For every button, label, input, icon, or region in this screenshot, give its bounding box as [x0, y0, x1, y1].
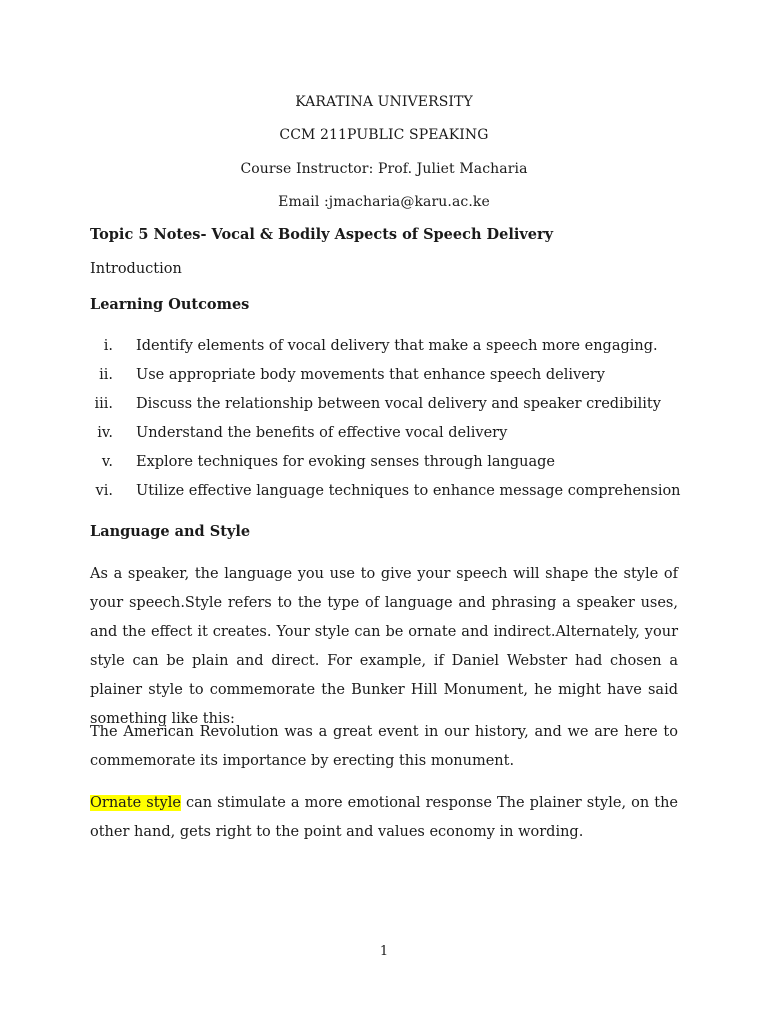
university-name: KARATINA UNIVERSITY — [295, 94, 473, 110]
highlighted-term: Ornate style — [90, 795, 181, 811]
introduction-heading: Introduction — [90, 261, 182, 277]
learning-outcome-item — [0, 423, 768, 443]
outcome-number: ii. — [99, 367, 113, 383]
ornate-style-text: can stimulate a more emotional response The plainer style, on the other hand, gets right to the point and values economy in wording. — [90, 795, 678, 840]
outcome-text: Discuss the relationship between vocal delivery and speaker credibility — [136, 396, 661, 412]
learning-outcome-item — [0, 481, 768, 501]
outcome-number: iii. — [94, 396, 113, 412]
outcome-text: Utilize effective language techniques to enhance message comprehension — [136, 483, 681, 499]
learning-outcome-item — [0, 394, 768, 414]
course-instructor: Course Instructor: Prof. Juliet Macharia — [240, 161, 528, 177]
style-paragraph: As a speaker, the language you use to give your speech will shape the style of your speech.Style refers to the type of language and phrasing a speaker uses, and the effect it creates. Your style can be ornate and indirect.Alternately, your style can be plain and direct. For example, if Daniel Webster had chosen a plainer style to commemorate the Bunker Hill Monument, he might have said something like this: — [90, 566, 678, 727]
learning-outcome-item — [0, 336, 768, 356]
outcome-text: Understand the benefits of effective vocal delivery — [136, 425, 508, 441]
outcome-text: Use appropriate body movements that enhance speech delivery — [136, 367, 605, 383]
language-style-heading: Language and Style — [90, 523, 251, 540]
outcome-text: Identify elements of vocal delivery that make a speech more engaging. — [136, 338, 658, 354]
page-number: 1 — [379, 944, 389, 959]
learning-outcome-item — [0, 452, 768, 472]
topic-title: Topic 5 Notes- Vocal & Bodily Aspects of Speech Delivery — [90, 226, 554, 243]
outcome-number: i. — [103, 338, 113, 354]
course-title: CCM 211PUBLIC SPEAKING — [279, 127, 489, 143]
outcome-text: Explore techniques for evoking senses through language — [136, 454, 555, 470]
outcome-number: vi. — [95, 483, 113, 499]
ornate-style-paragraph — [90, 789, 678, 847]
plain-style-example: The American Revolution was a great event in our history, and we are here to commemorate its importance by erecting this monument. — [90, 724, 678, 769]
outcome-number: v. — [101, 454, 113, 470]
instructor-email: Email :jmacharia@karu.ac.ke — [278, 194, 490, 210]
outcome-number: iv. — [97, 425, 113, 441]
learning-outcome-item — [0, 365, 768, 385]
learning-outcomes-heading: Learning Outcomes — [90, 296, 250, 313]
